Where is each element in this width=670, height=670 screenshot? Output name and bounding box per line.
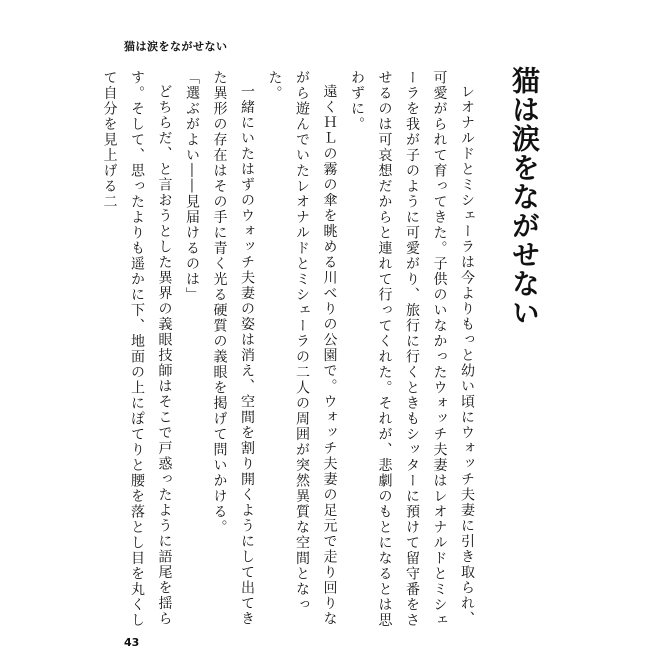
page-number: 43 <box>124 636 140 649</box>
paragraph: 遠くＨＬの霧の傘を眺める川べりの公園で。ウォッチ夫妻の足元で走り回りながら遊んでいたレオナルドとミシェーラの二人の周囲が突然異質な空間となった。 <box>266 70 338 627</box>
paragraph: 一緒にいたはずのウォッチ夫妻の姿は消え、空間を割り開くようにして出てきた異形の存在はその手に青く光る硬質の義眼を掲げて問いかける。 <box>211 70 255 627</box>
paragraph: レオナルドとミシェーラは今よりもっと幼い頃にウォッチ夫妻に引き取られ、可愛がられて育ってきた。子供のいなかったウォッチ夫妻はレオナルドとミシェーラを我が子のように可愛がり、旅行に行くときもシッターに預けて留守番をさせるのは可哀想だからと連れて行ってくれた。それが、悲劇のもとになるとは思わずに。 <box>349 70 475 628</box>
chapter-title: 猫は涙をながせない <box>508 66 541 327</box>
running-header: 猫は涙をながせない <box>124 40 228 53</box>
body-text <box>101 70 480 630</box>
paragraph: どちらだ、と言おうとした異界の義眼技師はそこで戸惑ったように語尾を揺らす。そして、思ったよりも遥かに下、地面の上にぽてりと腰を落とし目を丸くして自分を見上げる二 <box>101 70 173 628</box>
dialogue-line: 「選ぶがよい――見届けるのは」 <box>184 70 200 303</box>
